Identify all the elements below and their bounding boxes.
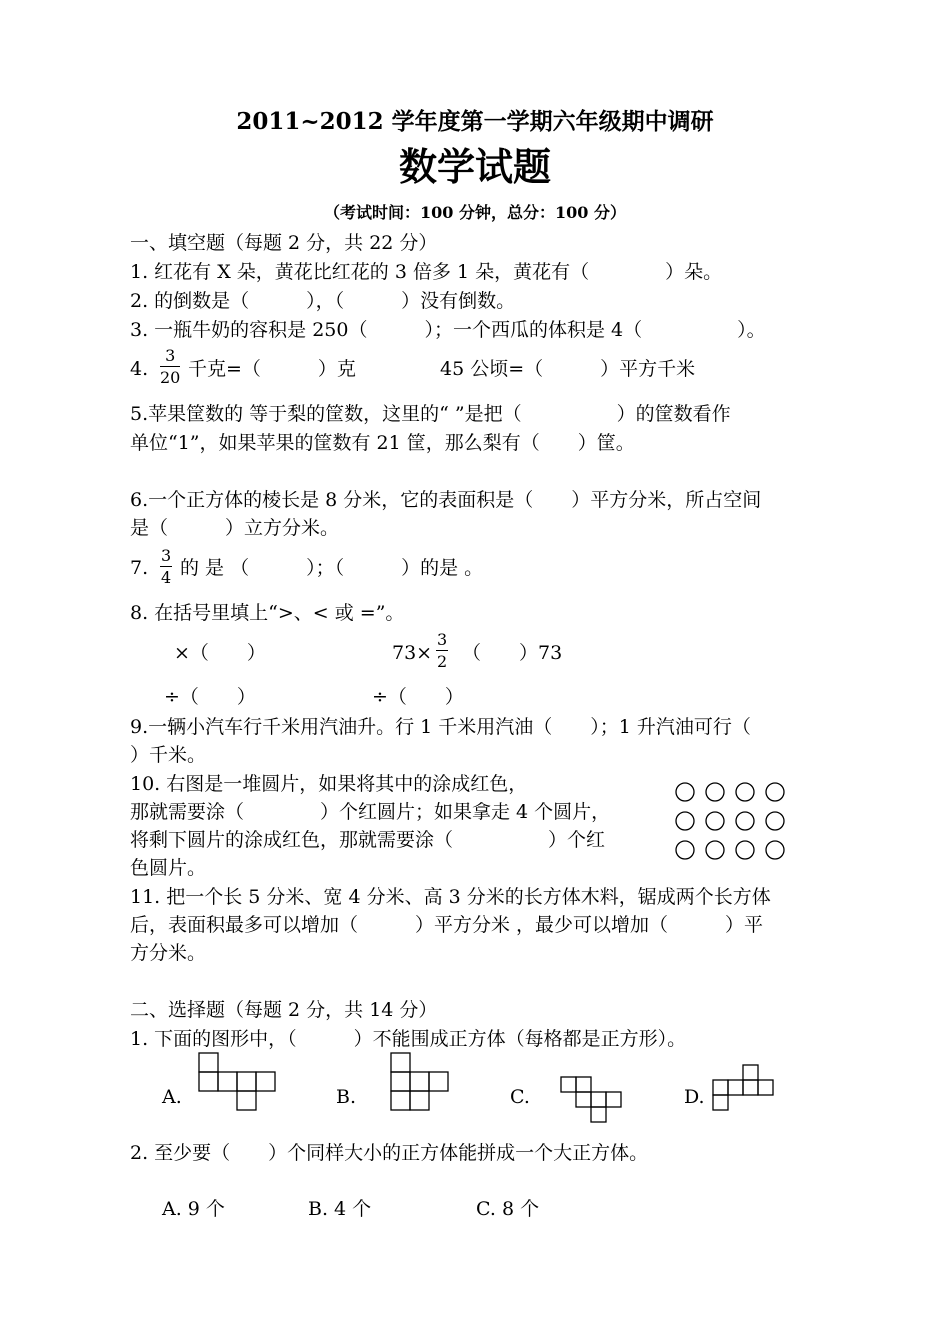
cube-net-c bbox=[560, 1076, 625, 1126]
question-1-4-part-b: 45 公顷=（ ）平方千米 bbox=[440, 358, 696, 380]
option-d-label: D. bbox=[684, 1086, 705, 1108]
question-1-6-line2: 是（ ）立方分米。 bbox=[130, 517, 340, 539]
question-1-3: 3. 一瓶牛奶的容积是 250（ ）；一个西瓜的体积是 4（ ）。 bbox=[130, 319, 766, 341]
question-1-10-line2: 那就需要涂（ ）个红圆片；如果拿走 4 个圆片， bbox=[130, 801, 611, 823]
exam-title: 2011~2012 学年度第一学期六年级期中调研 bbox=[236, 108, 714, 135]
fraction-denominator: 2 bbox=[437, 652, 448, 671]
question-1-7-text: 的 是 （ ）；（ ）的是 。 bbox=[180, 557, 484, 579]
section2-heading: 二、选择题（每题 2 分，共 14 分） bbox=[130, 999, 438, 1021]
fraction-numerator: 3 bbox=[160, 348, 180, 367]
option-2-2-a: A. 9 个 bbox=[162, 1198, 225, 1220]
option-2-2-c: C. 8 个 bbox=[476, 1198, 540, 1220]
circle-grid-figure bbox=[672, 780, 792, 870]
question-1-5-line1: 5.苹果筐数的 等于梨的筐数，这里的“ ”是把（ ）的筐数看作 bbox=[130, 403, 731, 425]
question-1-8-a: ×（ ） bbox=[174, 642, 266, 664]
fraction-3-20 bbox=[160, 348, 180, 386]
question-1-8: 8. 在括号里填上“>、< 或 =”。 bbox=[130, 602, 405, 624]
question-1-9-line1: 9.一辆小汽车行千米用汽油升。行 1 千米用汽油（ ）；1 升汽油可行（ bbox=[130, 716, 751, 738]
cube-net-a bbox=[198, 1052, 278, 1112]
option-b-label: B. bbox=[336, 1086, 357, 1108]
fraction-3-2 bbox=[436, 632, 448, 670]
question-1-5-line2: 单位“1”，如果苹果的筐数有 21 筐，那么梨有（ ）筐。 bbox=[130, 432, 635, 454]
question-1-9-line2: ）千米。 bbox=[130, 744, 207, 766]
question-1-7-number: 7. bbox=[130, 557, 149, 579]
question-1-11-line3: 方分米。 bbox=[130, 942, 207, 964]
question-2-2: 2. 至少要（ ）个同样大小的正方体能拼成一个大正方体。 bbox=[130, 1142, 649, 1164]
fraction-denominator: 20 bbox=[160, 368, 181, 387]
question-1-8-b-pre: 73× bbox=[392, 642, 433, 664]
question-1-8-c: ÷（ ） bbox=[164, 686, 256, 708]
question-1-10-line4: 色圆片。 bbox=[130, 857, 207, 879]
fraction-numerator: 3 bbox=[437, 630, 448, 649]
fraction-numerator: 3 bbox=[161, 546, 172, 565]
exam-subtitle: 数学试题 bbox=[398, 145, 551, 189]
fraction-3-4 bbox=[160, 548, 172, 586]
question-1-10-line1: 10. 右图是一堆圆片，如果将其中的涂成红色， bbox=[130, 773, 528, 795]
question-1-4-number: 4. bbox=[130, 358, 149, 380]
question-2-1: 1. 下面的图形中，（ ）不能围成正方体（每格都是正方形）。 bbox=[130, 1028, 687, 1050]
option-2-2-b: B. 4 个 bbox=[308, 1198, 372, 1220]
question-1-11-line2: 后，表面积最多可以增加（ ）平方分米 ，最少可以增加（ ）平 bbox=[130, 914, 764, 936]
question-1-6-line1: 6.一个正方体的棱长是 8 分米，它的表面积是（ ）平方分米，所占空间 bbox=[130, 489, 762, 511]
exam-info: （考试时间：100 分钟，总分：100 分） bbox=[324, 203, 626, 222]
question-1-11-line1: 11. 把一个长 5 分米、宽 4 分米、高 3 分米的长方体木料，锯成两个长方体 bbox=[130, 886, 771, 908]
section1-heading: 一、填空题（每题 2 分，共 22 分） bbox=[130, 232, 438, 254]
question-1-8-d: ÷（ ） bbox=[372, 686, 464, 708]
question-1-8-b-post: （ ）73 bbox=[462, 642, 563, 664]
question-1-4-part-a: 千克=（ ）克 bbox=[188, 358, 356, 380]
cube-net-d bbox=[712, 1064, 777, 1114]
question-1-10-line3: 将剩下圆片的涂成红色，那就需要涂（ ）个红 bbox=[130, 829, 606, 851]
question-1-2: 2. 的倒数是（ ），（ ）没有倒数。 bbox=[130, 290, 516, 312]
fraction-denominator: 4 bbox=[161, 568, 172, 587]
cube-net-b bbox=[390, 1052, 450, 1112]
option-a-label: A. bbox=[162, 1086, 182, 1108]
question-1-1: 1. 红花有 X 朵，黄花比红花的 3 倍多 1 朵，黄花有（ ）朵。 bbox=[130, 261, 723, 283]
option-c-label: C. bbox=[510, 1086, 530, 1108]
